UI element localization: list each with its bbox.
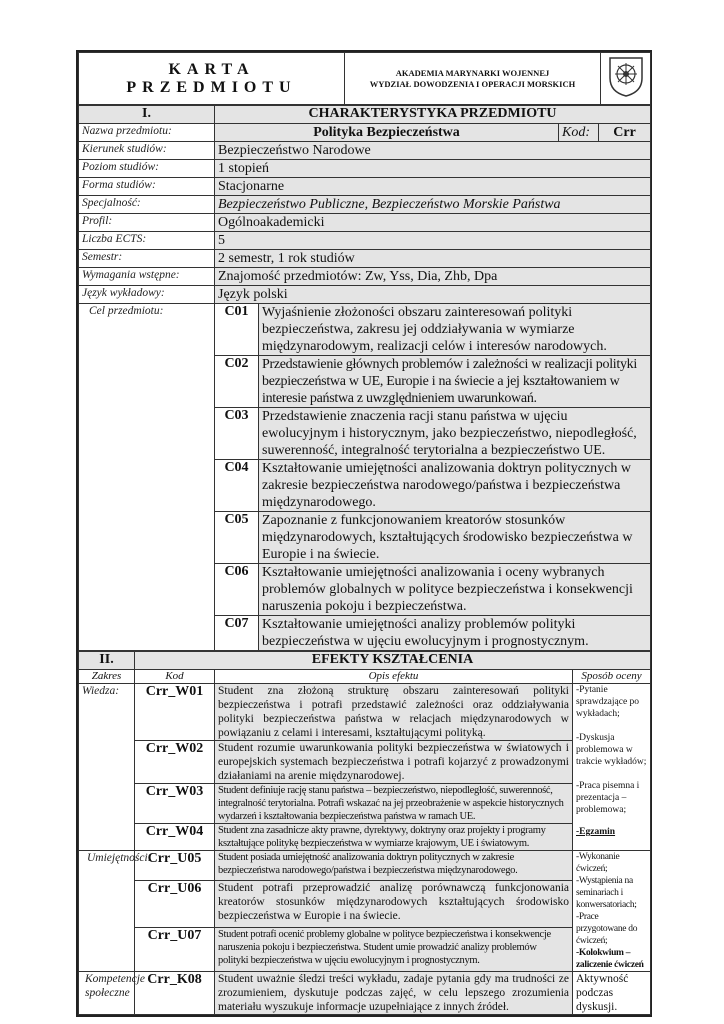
code-value: Crr: [599, 124, 651, 142]
assessment-methods: -Wykonanie ćwiczeń; -Wystąpienia na seminariach i konwersatoriach; -Prace przygotowane do ćwiczeń;: [576, 852, 638, 946]
institution-name: [345, 53, 601, 105]
field-value: Znajomość przedmiotów: Zw, Yss, Dia, Zhb, Dpa: [215, 268, 651, 286]
goal-text: Kształtowanie umiejętności analizowania i oceny wybranych problemów globalnych w polityce bezpieczeństwa i konsekwencji naruszenia pokoju i bezpieczeństwa.: [259, 564, 651, 616]
assessment-knowledge: [573, 684, 651, 851]
goal-text: Kształtowanie umiejętności analizy problemów polityki bezpieczeństwa w ujęciu ewolucyjnym i prognostycznym.: [259, 616, 651, 651]
field-value: Bezpieczeństwo Narodowe: [215, 142, 651, 160]
header-table: [78, 52, 651, 105]
field-label: Specjalność:: [79, 196, 215, 214]
characteristics-table: [78, 105, 651, 651]
goal-text: Wyjaśnienie złożoności obszaru zainteresowań polityki bezpieczeństwa, zakresu jej oddziaływania w wymiarze międzynarodowym, realizacji celów i interesów narodowych.: [259, 304, 651, 356]
section-2-title: EFEKTY KSZTAŁCENIA: [135, 652, 651, 670]
outcome-code: Crr_W02: [135, 741, 215, 784]
outcomes-table: [78, 651, 651, 1015]
column-header-description: Opis efektu: [215, 670, 573, 684]
field-label: Semestr:: [79, 250, 215, 268]
goal-text: Kształtowanie umiejętności analizowania doktryn politycznych w zakresie bezpieczeństwa narodowego/państwa i bezpieczeństwa międzynarodowego.: [259, 460, 651, 512]
outcome-text: Student uważnie śledzi treści wykładu, zadaje pytania gdy ma trudności ze zrozumieniem, dyskutuje podczas zajęć, w celu lepszego zrozumienia materiału wyszukuje informacje uzupełniające z innych źródeł.: [215, 972, 573, 1015]
section-2-number: II.: [79, 652, 135, 670]
field-label: Język wykładowy:: [79, 286, 215, 304]
code-label: Kod:: [559, 124, 599, 142]
outcome-code: Crr_U05: [135, 851, 215, 881]
field-value: 1 stopień: [215, 160, 651, 178]
scope-skills: Umiejętności:: [79, 851, 135, 972]
field-label: Profil:: [79, 214, 215, 232]
subject-name-value: Polityka Bezpieczeństwa: [215, 124, 559, 142]
goal-code: C03: [215, 408, 259, 460]
column-header-scope: Zakres: [79, 670, 135, 684]
institution-line-1: AKADEMIA MARYNARKI WOJENNEJ: [395, 67, 550, 78]
goal-label: Cel przedmiotu:: [79, 304, 215, 651]
outcome-text: Student potrafi przeprowadzić analizę porównawczą funkcjonowania kreatorów stosunków międzynarodowych kształtujących środowisko bezpieczeństwa w Europie i na świecie.: [215, 880, 573, 927]
field-value: 5: [215, 232, 651, 250]
column-header-code: Kod: [135, 670, 215, 684]
scope-competences: Kompetencje społeczne: [79, 972, 135, 1015]
academy-emblem-icon: [606, 54, 646, 98]
field-value: Stacjonarne: [215, 178, 651, 196]
goal-code: C04: [215, 460, 259, 512]
field-value: 2 semestr, 1 rok studiów: [215, 250, 651, 268]
assessment-skills: [573, 851, 651, 972]
outcome-text: Student posiada umiejętność analizowania doktryn politycznych w zakresie bezpieczeństwa narodowego/państwa i bezpieczeństwa międzynarodowego.: [215, 851, 573, 881]
assessment-competences: Aktywność podczas dyskusji.: [573, 972, 651, 1015]
field-label: Wymagania wstępne:: [79, 268, 215, 286]
outcome-text: Student rozumie uwarunkowania polityki bezpieczeństwa w światowych i europejskich systemach bezpieczeństwa i potrafi kojarzyć z prowadzonymi działaniami na arenie międzynarodowej.: [215, 741, 573, 784]
goal-code: C06: [215, 564, 259, 616]
field-value: Język polski: [215, 286, 651, 304]
assessment-exam: -Egzamin: [576, 827, 616, 837]
emblem: [601, 53, 651, 105]
field-label: Liczba ECTS:: [79, 232, 215, 250]
goal-text: Przedstawienie znaczenia racji stanu państwa w ujęciu ewolucyjnym i historycznym, jako bezpieczeństwo, niepodległość, suwerenność, integralność terytorialna a bezpieczeństwo UE.: [259, 408, 651, 460]
column-header-method: Sposób oceny: [573, 670, 651, 684]
outcome-code: Crr_W01: [135, 684, 215, 741]
goal-text: Zapoznanie z funkcjonowaniem kreatorów stosunków międzynarodowych, kształtujących środowisko bezpieczeństwa w Europie i na świecie.: [259, 512, 651, 564]
course-card: [76, 50, 652, 1017]
assessment-methods: -Pytanie sprawdzające po wykładach; -Dyskusja problemowa w trakcie wykładów; -Praca pisemna i prezentacja – problemowa;: [576, 685, 647, 815]
goal-code: C07: [215, 616, 259, 651]
goal-code: C01: [215, 304, 259, 356]
outcome-code: Crr_W03: [135, 784, 215, 824]
institution-line-2: WYDZIAŁ DOWODZENIA I OPERACJI MORSKICH: [369, 78, 576, 89]
outcome-text: Student zna zasadnicze akty prawne, dyrektywy, doktryny oraz projekty i programy kształtujące politykę bezpieczeństwa w wymiarze krajowym, UE i światowym.: [215, 824, 573, 851]
section-1-title: CHARAKTERYSTYKA PRZEDMIOTU: [215, 106, 651, 124]
goal-text: Przedstawienie głównych problemów i zależności w realizacji polityki bezpieczeństwa w UE, Europie i na świecie a jej kształtowaniem w interesie państwa z uwzględnieniem uwarunkowań.: [259, 356, 651, 408]
field-label: Poziom studiów:: [79, 160, 215, 178]
field-label: Forma studiów:: [79, 178, 215, 196]
outcome-code: Crr_W04: [135, 824, 215, 851]
scope-knowledge: Wiedza:: [79, 684, 135, 851]
outcome-code: Crr_K08: [135, 972, 215, 1015]
section-1-number: I.: [79, 106, 215, 124]
field-value: Ogólnoakademicki: [215, 214, 651, 232]
subject-name-label: Nazwa przedmiotu:: [79, 124, 215, 142]
outcome-text: Student zna złożoną strukturę obszaru zainteresowań polityki bezpieczeństwa i potrafi przedstawić zależności oraz oddziaływania polityki bezpieczeństwa państwa w relacjach międzynarodowych w powiązaniu z celami i interesami, kształtującymi polityką.: [215, 684, 573, 741]
field-label: Kierunek studiów:: [79, 142, 215, 160]
field-value: Bezpieczeństwo Publiczne, Bezpieczeństwo Morskie Państwa: [215, 196, 651, 214]
outcome-code: Crr_U06: [135, 880, 215, 927]
outcome-code: Crr_U07: [135, 927, 215, 971]
goal-code: C05: [215, 512, 259, 564]
outcome-text: Student potrafi ocenić problemy globalne w polityce bezpieczeństwa i konsekwencje naruszenia pokoju i bezpieczeństwa. Student umie prowadzić analizy problemów polityki bezpieczeństwa w ujęciu ewolucyjnym i prognostycznym.: [215, 927, 573, 971]
card-title: KARTA PRZEDMIOTU: [79, 53, 345, 105]
assessment-colloquium: -Kolokwium – zaliczenie ćwiczeń: [576, 948, 644, 970]
outcome-text: Student definiuje rację stanu państwa – bezpieczeństwo, niepodległość, suwerenność, integralność terytorialna. Potrafi wskazać na jej przeobrażenie w aspekcie historycznych wydarzeń i kształtowania bezpieczeństwa państwa w ramach UE.: [215, 784, 573, 824]
goal-code: C02: [215, 356, 259, 408]
